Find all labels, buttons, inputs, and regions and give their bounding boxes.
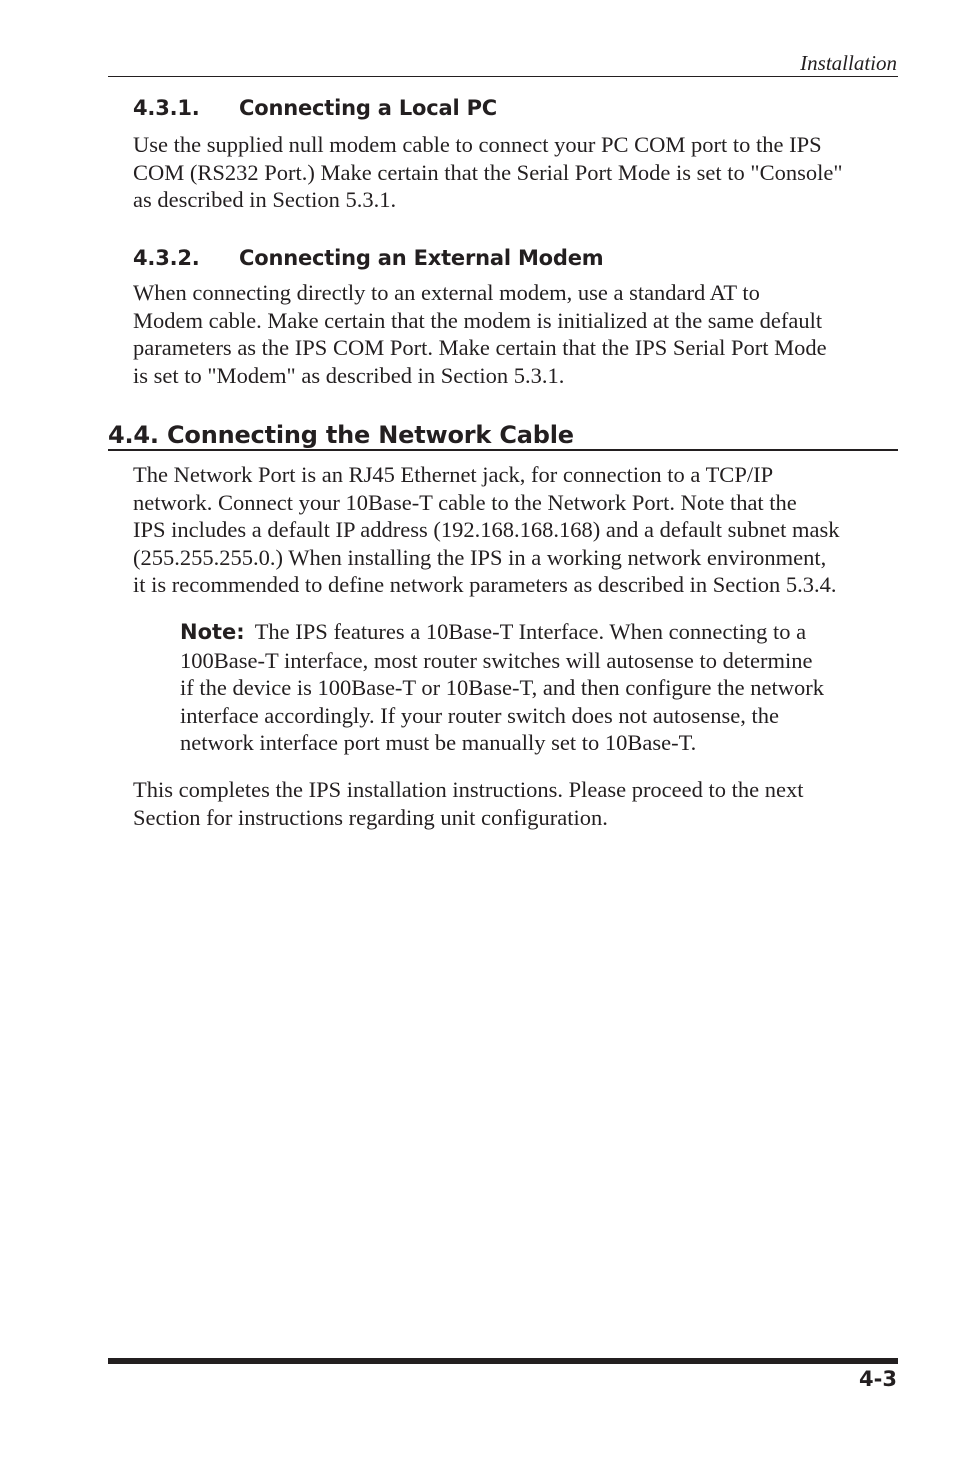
text-line: Section for instructions regarding unit configuration. xyxy=(133,804,608,830)
text-line: as described in Section 5.3.1. xyxy=(133,187,397,213)
paragraph-network-cable xyxy=(133,461,898,599)
section-heading-4-3-1 xyxy=(133,96,497,120)
text-line: The Network Port is an RJ45 Ethernet jack, for connection to a TCP/IP xyxy=(133,462,774,487)
note-line: 100Base-T interface, most router switches will autosense to determine xyxy=(180,647,813,673)
running-header: Installation xyxy=(800,51,897,75)
section-title: Connecting a Local PC xyxy=(239,96,497,120)
note-block xyxy=(180,618,898,757)
section-heading-4-4: 4.4. Connecting the Network Cable xyxy=(108,421,574,449)
section-number: 4.3.2. xyxy=(133,246,200,270)
section-rule xyxy=(108,449,898,451)
section-number: 4.3.1. xyxy=(133,96,200,120)
paragraph-local-pc xyxy=(133,131,898,214)
text-line: Modem cable. Make certain that the modem is initialized at the same default xyxy=(133,307,823,333)
text-line: it is recommended to define network parameters as described in Section 5.3.4. xyxy=(133,572,837,598)
note-text: The IPS features a 10Base-T Interface. When connecting to a xyxy=(254,619,807,644)
text-line: network. Connect your 10Base-T cable to the Network Port. Note that the xyxy=(133,489,797,515)
text-line: This completes the IPS installation instructions. Please proceed to the next xyxy=(133,777,804,802)
header-rule xyxy=(108,76,898,77)
note-line: network interface port must be manually set to 10Base-T. xyxy=(180,730,697,756)
text-line: IPS includes a default IP address (192.168.168.168) and a default subnet mask xyxy=(133,517,840,543)
text-line: is set to "Modem" as described in Section 5.3.1. xyxy=(133,362,565,388)
section-title: Connecting an External Modem xyxy=(239,246,604,270)
text-line: Use the supplied null modem cable to connect your PC COM port to the IPS xyxy=(133,132,822,157)
page-number: 4-3 xyxy=(859,1367,897,1391)
note-line: interface accordingly. If your router switch does not autosense, the xyxy=(180,702,779,728)
paragraph-closing xyxy=(133,776,898,831)
paragraph-external-modem xyxy=(133,279,898,389)
text-line: COM (RS232 Port.) Make certain that the Serial Port Mode is set to "Console" xyxy=(133,159,843,185)
text-line: (255.255.255.0.) When installing the IPS in a working network environment, xyxy=(133,544,827,570)
note-label: Note: xyxy=(180,620,245,644)
note-line xyxy=(180,618,898,647)
text-line: parameters as the IPS COM Port. Make certain that the IPS Serial Port Mode xyxy=(133,335,827,361)
text-line: When connecting directly to an external modem, use a standard AT to xyxy=(133,280,760,305)
section-heading-4-3-2 xyxy=(133,246,603,270)
footer-rule xyxy=(108,1358,898,1364)
note-line: if the device is 100Base-T or 10Base-T, and then configure the network xyxy=(180,675,824,701)
